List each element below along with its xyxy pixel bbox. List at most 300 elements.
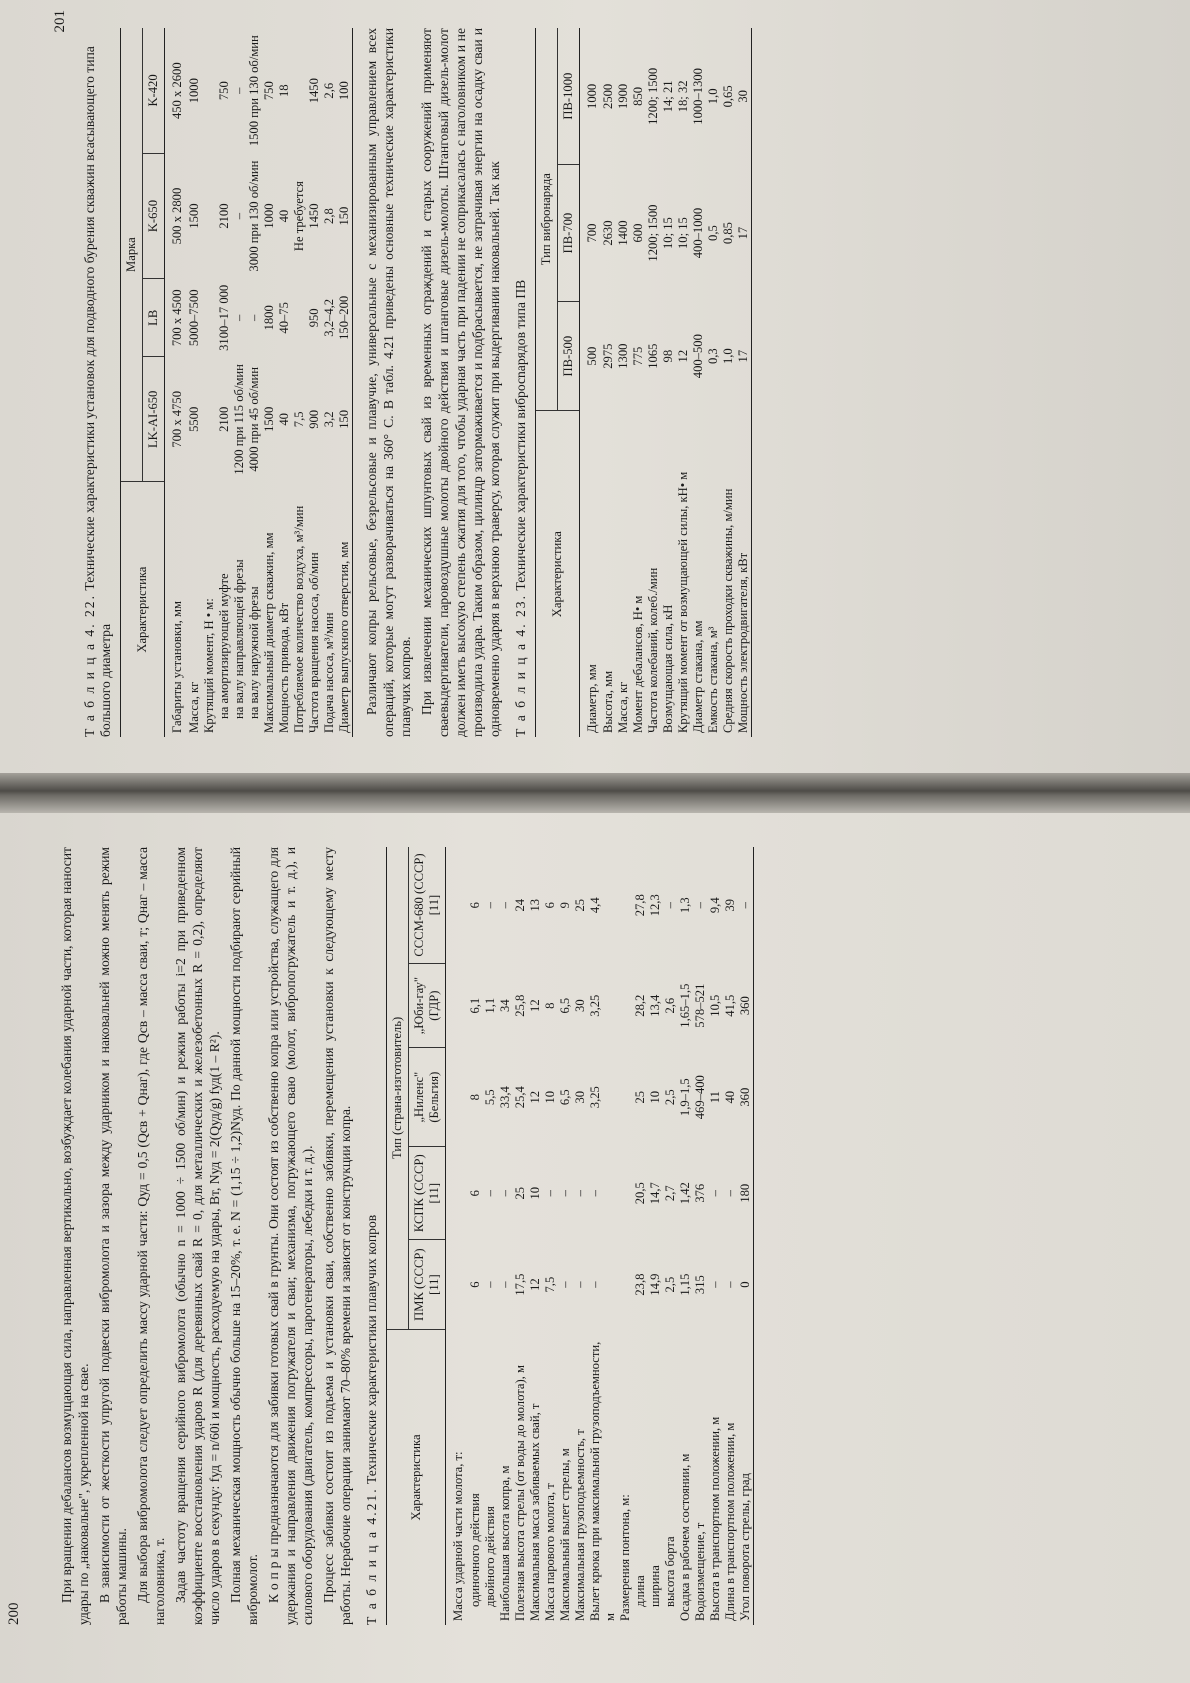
cell-value: 30 <box>572 1090 587 1104</box>
row-label: Масса, кг <box>186 681 201 733</box>
row-label: Крутящий момент, Н • м: <box>201 598 216 733</box>
cell-value: 7,5 <box>291 411 306 428</box>
cell-value: 17 <box>736 165 752 302</box>
table-row <box>468 847 483 1625</box>
cell-value: 4000 при 45 об/мин <box>246 367 261 472</box>
cell-value: 700 x 4500 <box>170 289 184 347</box>
row-label: одиночного действия <box>467 1493 482 1607</box>
cell-value: 12,3 <box>647 894 662 917</box>
table-header-row <box>387 847 409 1625</box>
table-row <box>693 847 708 1625</box>
table-row <box>558 847 573 1625</box>
table-label: Т а б л и ц а 4. 23. <box>512 594 528 737</box>
table-row <box>661 28 676 737</box>
row-label: ширина <box>647 1565 662 1607</box>
cell-value: 2975 <box>601 343 615 369</box>
cell-value: – <box>572 1190 587 1197</box>
cell-value: 1,42 <box>677 1182 692 1205</box>
table-row <box>247 28 262 737</box>
cell-value: 30 <box>572 999 587 1012</box>
cell-value: – <box>707 1190 722 1197</box>
table-title: Технические характеристики плавучих копров <box>364 1214 379 1484</box>
page-left <box>0 813 1190 1683</box>
cell-value: 5000–7500 <box>186 289 201 347</box>
cell-value: 6,5 <box>557 1089 572 1106</box>
cell-value <box>618 847 633 964</box>
paragraph: Полная механическая мощность обычно больше на 15–20%, т. е. N = (1,15 ÷ 1,2)Nуд. По данной мощности подбирают серийный вибромолот. <box>228 847 260 1625</box>
cell-value: 2,5 <box>662 1089 677 1106</box>
paragraph: Для выбора вибромолота следует определить массу ударной части: Qуд = 0,5 (Qсв + Qнаг), где Qсв – масса сваи, т; Qнаг – масса наголовника, т. <box>135 847 167 1625</box>
cell-value: – <box>542 1190 557 1197</box>
cell-value: 0,65 <box>721 85 735 108</box>
row-label: Водоизмещение, т <box>692 1522 707 1621</box>
table-row <box>337 28 353 737</box>
table-row <box>601 28 616 737</box>
cell-value <box>618 1147 633 1240</box>
cell-value: 10 <box>542 1090 557 1104</box>
cell-value: 180 <box>738 1147 754 1240</box>
cell-value: 11 <box>707 1091 722 1104</box>
row-label: Максимальная масса забиваемых свай, т <box>527 1403 542 1621</box>
table-caption-4-22 <box>82 28 114 737</box>
cell-value: – <box>557 1281 572 1288</box>
cell-value: – <box>692 902 707 909</box>
column-header: КСПК (СССР) [11] <box>409 1147 446 1240</box>
cell-value: 6,5 <box>557 997 572 1014</box>
cell-value: 1,15 <box>677 1273 692 1296</box>
row-label: Подача насоса, м³/мин <box>321 612 336 733</box>
row-label: Потребляемое количество воздуха, м³/мин <box>291 505 306 733</box>
cell-value: 25 <box>512 1186 527 1200</box>
table-row <box>633 847 648 1625</box>
column-header: ПВ-700 <box>557 165 579 302</box>
cell-value: – <box>497 1190 512 1197</box>
column-header: K-650 <box>143 153 165 278</box>
cell-value <box>618 964 633 1048</box>
cell-value <box>618 1240 633 1330</box>
cell-value: 12 <box>676 349 690 363</box>
cell-value: – <box>231 314 246 321</box>
cell-value: 700 x 4750 <box>170 391 184 448</box>
table-row <box>543 847 558 1625</box>
row-label: Крутящий момент от возмущающей силы, кН• м <box>676 471 690 733</box>
cell-value: 1,65–1,5 <box>677 983 692 1028</box>
cell-value: 98 <box>661 349 675 363</box>
page-number-left: 200 <box>6 1602 22 1625</box>
cell-value: 1400 <box>616 220 630 246</box>
cell-value <box>292 28 307 153</box>
cell-value: 40 <box>722 1090 737 1104</box>
cell-value: 5500 <box>186 406 201 432</box>
cell-value: 13,4 <box>647 994 662 1017</box>
cell-value: 12 <box>527 1090 542 1104</box>
cell-value: 500 x 2800 <box>170 187 184 245</box>
table-row <box>721 28 736 737</box>
cell-value: 578–521 <box>692 983 707 1028</box>
cell-value: 1900 <box>616 83 630 109</box>
column-header: „Ниленс" (Бельгия) <box>409 1048 446 1147</box>
cell-value <box>202 153 217 278</box>
table-row <box>631 28 646 737</box>
cell-value: 6 <box>467 902 482 909</box>
cell-value: 1200; 1500 <box>646 67 660 125</box>
table-label: Т а б л и ц а 4.21. <box>364 1487 379 1625</box>
row-label: Полезная высота стрелы (от воды до молота), м <box>512 1365 527 1621</box>
cell-value: 2,6 <box>321 82 336 99</box>
left-body-text <box>58 847 354 1625</box>
cell-value: 6 <box>467 1190 482 1197</box>
table-row <box>738 847 754 1625</box>
cell-value: 2100 <box>216 406 231 432</box>
table-row <box>187 28 202 737</box>
cell-value: 1,0 <box>721 348 735 365</box>
table-row <box>446 847 468 1625</box>
cell-value: 2630 <box>601 220 615 246</box>
row-label: Высота, мм <box>601 670 615 733</box>
column-header: K-420 <box>143 28 165 153</box>
table-row <box>528 847 543 1625</box>
row-label: высота борта <box>662 1536 677 1607</box>
table-title: Технические характеристики вибросnарядов типа ПВ <box>512 279 528 591</box>
cell-value: 40 <box>276 209 291 223</box>
cell-value: 13 <box>527 898 542 912</box>
cell-value: 10 <box>527 1186 542 1200</box>
cell-value: 750 <box>216 81 231 101</box>
column-header: LK-AI-650 <box>143 357 165 482</box>
cell-value: 1000 <box>584 83 599 109</box>
paragraph: Различают копры рельсовые, безрельсовые и плавучие, универсальные с механизированным управлением всех операций, которые могут разворачиваться на 360° С. В табл. 4.21 приведены основные технические характеристики плавучих копров. <box>363 28 413 737</box>
row-label: Габариты установки, мм <box>170 601 184 733</box>
cell-value: 7,5 <box>542 1276 557 1293</box>
cell-value: – <box>231 87 246 94</box>
cell-value: 1200; 1500 <box>646 204 660 262</box>
cell-value: 2,6 <box>662 997 677 1014</box>
cell-value: 950 <box>306 308 321 328</box>
row-label: Осадка в рабочем состоянии, м <box>677 1453 692 1621</box>
row-label: Масса парового молота, т <box>542 1483 557 1621</box>
column-header: СССМ-680 (СССР) [11] <box>409 847 446 964</box>
cell-value: 25 <box>572 898 587 912</box>
row-label: Диаметр стакана, мм <box>691 620 705 733</box>
cell-value: 1,0 <box>706 88 720 105</box>
cell-value <box>618 1048 633 1147</box>
table-title: Технические характеристики установок для подводного бурения скважин всасывающего типа большого диаметра <box>82 46 113 737</box>
cell-value: – <box>482 1281 497 1288</box>
table-row <box>706 28 721 737</box>
column-header: ПМК (СССР) [11] <box>409 1240 446 1330</box>
cell-value <box>202 357 217 482</box>
cell-value: – <box>572 1281 587 1288</box>
cell-value <box>446 1048 468 1147</box>
cell-value: 6,1 <box>467 997 482 1014</box>
cell-value: 600 <box>631 223 645 243</box>
cell-value: 1200 при 115 об/мин <box>231 364 246 475</box>
cell-value: 1000 <box>186 78 201 104</box>
row-label: Масса ударной части молота, т: <box>451 1451 465 1621</box>
cell-value: 315 <box>692 1275 707 1295</box>
column-header: „Юби-гау" (ГДР) <box>409 964 446 1048</box>
table-row <box>262 28 277 737</box>
table-row <box>277 28 292 737</box>
header-characteristic: Характеристика <box>387 1329 446 1625</box>
cell-value: 14,9 <box>647 1273 662 1296</box>
cell-value <box>202 279 217 357</box>
cell-value: – <box>246 314 261 321</box>
cell-value: 10; 15 <box>676 217 690 249</box>
cell-value: 850 <box>631 86 645 106</box>
paragraph: При извлечении механических шпунтовых свай из временных ограждений и старых сооружений применяют сваевыдергиватели, паровоздушные молоты двойного действия и штанговые дизель-молоты. Штанговый дизель-молот должен иметь высокую степень сжатия для того, чтобы ударная часть при падении не соприкасалась с наголовником и не производила удара. Таким образом, цилиндр затормаживается и подбрасывается, не затрачивая энергии на осадку сваи и одновременно ударяя в верхнюю траверсу, которая служит при выдергивании наковальней. Так как <box>418 28 502 737</box>
row-label: Диаметр выпускного отверстия, мм <box>337 482 353 737</box>
cell-value: 17,5 <box>512 1273 527 1296</box>
cell-value: – <box>587 1281 602 1288</box>
cell-value: 18; 32 <box>676 80 690 113</box>
table-row <box>483 847 498 1625</box>
row-label: Высота в транспортном положении, м <box>707 1416 722 1621</box>
row-label: Максимальный диаметр скважин, мм <box>261 532 276 733</box>
cell-value: 10,5 <box>707 994 722 1017</box>
header-characteristic: Характеристика <box>535 411 579 737</box>
cell-value: – <box>722 1190 737 1197</box>
page-right <box>0 0 1190 773</box>
cell-value: 27,8 <box>632 894 647 917</box>
cell-value: 2,5 <box>662 1276 677 1293</box>
cell-value: 6 <box>467 1281 482 1288</box>
paragraph: В зависимости от жесткости упругой подвески вибромолота и зазора между ударником и наковальней можно менять режим работы машины. <box>97 847 129 1625</box>
cell-value: 100 <box>337 28 353 153</box>
cell-value: 41,5 <box>722 994 737 1017</box>
row-label: Максимальная грузоподъемность, т <box>572 1429 587 1621</box>
table-row <box>513 847 528 1625</box>
cell-value: 14,7 <box>647 1182 662 1205</box>
row-label: Момент дебалансов, Н• м <box>631 595 645 733</box>
header-group: Тип вибронаряда <box>535 28 557 411</box>
table-row <box>232 28 247 737</box>
cell-value: 3000 при 130 об/мин <box>246 160 261 272</box>
row-label: Средняя скорость проходки скважины, м/мин <box>721 488 735 733</box>
row-label: двойного действия <box>482 1506 497 1607</box>
cell-value: Не требуется <box>291 181 306 252</box>
row-label: Вылет крюка при максимальной грузоподъемности, м <box>587 1341 617 1621</box>
cell-value: 25,8 <box>512 994 527 1017</box>
cell-value: 1800 <box>261 305 276 331</box>
table-row <box>498 847 513 1625</box>
cell-value: 1,9–1,5 <box>677 1078 692 1117</box>
cell-value <box>446 1147 468 1240</box>
cell-value: 1000 <box>261 203 276 229</box>
header-group: Марка <box>121 28 143 482</box>
cell-value: – <box>231 212 246 220</box>
cell-value: 750 <box>261 81 276 101</box>
cell-value: 25 <box>632 1090 647 1104</box>
table-row <box>646 28 661 737</box>
table-header-row <box>535 28 557 737</box>
cell-value: – <box>587 1190 602 1197</box>
cell-value: 0 <box>738 1240 754 1330</box>
row-label: Угол поворота стрелы, град <box>738 1329 754 1625</box>
row-label: Частота вращения насоса, об/мин <box>306 552 321 733</box>
row-label: на валу наружной фрезы <box>246 586 261 719</box>
cell-value: 40–75 <box>276 302 291 334</box>
cell-value: 8 <box>542 1002 557 1009</box>
cell-value: 24 <box>512 898 527 912</box>
cell-value: 9,4 <box>707 897 722 914</box>
table-row <box>292 28 307 737</box>
paragraph: При вращении дебалансов возмущающая сила, направленная вертикально, возбуждает колебания ударной части, которая наносит удары по „наковальне", укрепленной на свае. <box>59 847 91 1625</box>
cell-value: 23,8 <box>632 1273 647 1296</box>
paragraph: К о п р ы предназначаются для забивки готовых свай в грунты. Они состоят из собственно копра или устройства, служащего для удержания и направления движения погружателя и сваи; механизма, погружающего сваю (молот, вибропогружатель и т. д.), и силового оборудования (двигатель, компрессоры, парогенераторы, лебедки и т. д.). <box>266 847 315 1625</box>
cell-value: – <box>482 902 497 909</box>
table-4-22 <box>120 28 353 737</box>
cell-value: 40 <box>276 413 291 426</box>
table-row <box>736 28 752 737</box>
cell-value <box>446 1240 468 1330</box>
book-gutter <box>0 773 1190 813</box>
cell-value: – <box>662 902 677 909</box>
cell-value: 360 <box>738 964 754 1048</box>
cell-value: 0,5 <box>706 225 720 241</box>
table-row <box>723 847 738 1625</box>
cell-value: 5,5 <box>482 1089 497 1106</box>
cell-value <box>446 847 468 964</box>
cell-value: 6 <box>542 902 557 909</box>
cell-value: 2,7 <box>662 1185 677 1202</box>
row-label: Мощность привода, кВт <box>276 602 291 733</box>
cell-value: 1,1 <box>482 997 497 1014</box>
cell-value: 0,85 <box>721 222 735 245</box>
cell-value: 1500 <box>186 203 201 229</box>
row-label: Наибольшая высота копра, м <box>497 1465 512 1621</box>
paragraph: Процесс забивки состоит из подъема и установки сваи, собственно забивки, перемещения установки к следующему месту работы. Нерабочие операции занимают 70–80% времени и зависят от конструкции копра. <box>321 847 353 1625</box>
cell-value: 1000–1300 <box>691 68 705 125</box>
cell-value <box>202 28 217 153</box>
cell-value: 1,3 <box>677 897 692 914</box>
cell-value: 10 <box>647 1090 662 1104</box>
cell-value: 2100 <box>216 203 231 229</box>
table-row <box>663 847 678 1625</box>
cell-value: 25,4 <box>512 1086 527 1109</box>
cell-value: 150 <box>337 153 353 278</box>
table-row <box>678 847 693 1625</box>
cell-value: 1065 <box>646 343 660 369</box>
cell-value: 3,2–4,2 <box>321 298 336 337</box>
cell-value: 400–500 <box>691 334 705 379</box>
cell-value: 900 <box>306 409 321 429</box>
cell-value: – <box>722 1281 737 1288</box>
table-row <box>307 28 322 737</box>
page-number-right: 201 <box>52 10 68 33</box>
table-4-23 <box>535 28 753 737</box>
row-label: Мощность электродвигателя, кВт <box>736 411 752 737</box>
table-row <box>618 847 633 1625</box>
table-header-row <box>121 28 143 737</box>
table-label: Т а б л и ц а 4. 22. <box>82 594 97 737</box>
header-group: Тип (страна-изготовитель) <box>387 847 409 1329</box>
row-label: длина <box>632 1575 647 1607</box>
cell-value: 33,4 <box>497 1086 512 1109</box>
table-row <box>708 847 723 1625</box>
cell-value: 1500 при 130 об/мин <box>246 35 261 147</box>
row-label: Максимальный вылет стрелы, м <box>557 1448 572 1621</box>
column-header: ПВ-1000 <box>557 28 579 165</box>
cell-value: 376 <box>692 1183 707 1203</box>
cell-value: 500 <box>584 346 599 366</box>
cell-value: 1450 <box>306 203 321 229</box>
cell-value: 17 <box>736 301 752 410</box>
table-row <box>322 28 337 737</box>
table-row <box>579 28 601 737</box>
cell-value: 9 <box>557 902 572 909</box>
cell-value <box>292 279 307 357</box>
cell-value: – <box>497 902 512 909</box>
cell-value: 20,5 <box>632 1182 647 1205</box>
cell-value: 469–400 <box>692 1075 707 1120</box>
row-label: на валу направляющей фрезы <box>231 559 246 719</box>
column-header: ПВ-500 <box>557 301 579 410</box>
cell-value: 18 <box>276 84 291 97</box>
header-characteristic: Характеристика <box>121 482 165 737</box>
cell-value: 4,4 <box>587 897 602 914</box>
cell-value: 700 <box>584 223 599 243</box>
cell-value <box>446 964 468 1048</box>
cell-value: 150 <box>337 357 353 482</box>
cell-value: – <box>557 1190 572 1197</box>
row-label: Длина в транспортном положении, м <box>722 1422 737 1621</box>
cell-value: 28,2 <box>632 994 647 1017</box>
row-label: Возмущающая сила, кН <box>661 604 675 733</box>
table-row <box>573 847 588 1625</box>
table-row <box>165 28 187 737</box>
cell-value: 0,3 <box>706 348 720 365</box>
cell-value: 1300 <box>616 343 630 369</box>
cell-value: 14; 21 <box>661 80 675 113</box>
cell-value: – <box>738 847 754 964</box>
cell-value: 3,25 <box>587 1086 602 1109</box>
table-4-21 <box>386 847 754 1625</box>
cell-value: 30 <box>736 28 752 165</box>
cell-value: 450 x 2600 <box>170 62 184 120</box>
cell-value: 400–1000 <box>691 207 705 259</box>
cell-value: 2500 <box>601 83 615 109</box>
cell-value: – <box>482 1190 497 1197</box>
row-label: Емкость стакана, м³ <box>706 626 720 733</box>
cell-value: 3,2 <box>321 411 336 428</box>
row-label: Масса, кг <box>616 681 630 733</box>
cell-value: 12 <box>527 999 542 1012</box>
table-row <box>202 28 217 737</box>
cell-value: – <box>497 1281 512 1288</box>
cell-value: 150–200 <box>337 279 353 357</box>
table-row <box>648 847 663 1625</box>
table-row <box>691 28 706 737</box>
paragraph: Задав частоту вращения серийного вибромолота (обычно n = 1000 ÷ 1500 об/мин) и режим работы i=2 при приведенном коэффициенте восстановления ударов R (для деревянных свай R = 0, для металлических и железобетонных R = 0,2), определяют число ударов в секунду: fуд = n/60i и мощность, расходуемую на удары, Вт, Nуд = 2(Qуд/g) fуд(1 – R²). <box>173 847 222 1625</box>
table-caption-4-21 <box>364 847 380 1625</box>
column-header: LB <box>143 279 165 357</box>
cell-value: – <box>707 1281 722 1288</box>
table-caption-4-23 <box>513 28 529 737</box>
cell-value: 3,25 <box>587 994 602 1017</box>
cell-value: 10; 15 <box>661 217 675 249</box>
cell-value: 2,8 <box>321 208 336 224</box>
cell-value: 360 <box>738 1048 754 1147</box>
cell-value: 3100–17 000 <box>216 284 231 351</box>
table-row <box>588 847 618 1625</box>
row-label: Диаметр, мм <box>584 664 599 733</box>
cell-value: 39 <box>722 898 737 912</box>
table-row <box>616 28 631 737</box>
row-label: на амортизирующей муфте <box>216 573 231 719</box>
table-row <box>217 28 232 737</box>
row-label: Размерения понтона, м: <box>617 1494 632 1621</box>
